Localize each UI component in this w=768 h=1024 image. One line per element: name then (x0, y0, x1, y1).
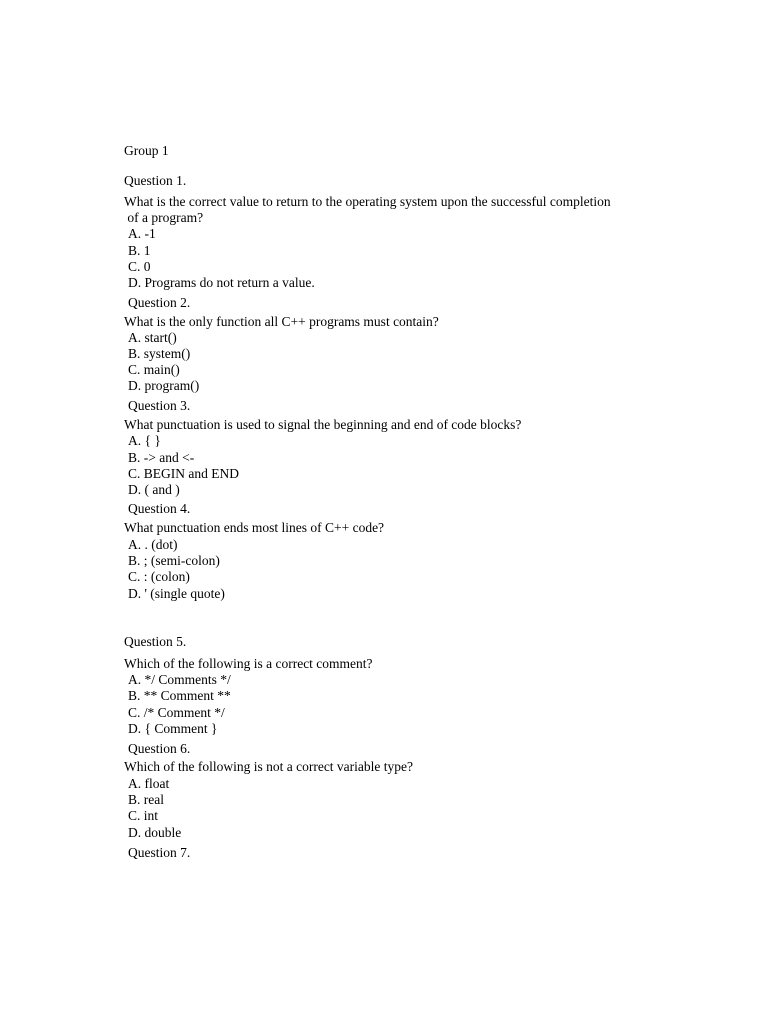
question-5-text: Which of the following is a correct comment? (124, 656, 373, 671)
question-1-option-b: B. 1 (128, 243, 151, 258)
question-2-label: Question 2. (128, 295, 191, 310)
question-1-text-line-2: of a program? (124, 210, 204, 225)
question-6-option-d: D. double (128, 825, 182, 840)
question-5-option-a: A. */ Comments */ (128, 672, 231, 687)
question-2-text: What is the only function all C++ programs must contain? (124, 314, 439, 329)
question-1-option-a: A. -1 (128, 226, 156, 241)
question-4-option-b: B. ; (semi-colon) (128, 553, 220, 568)
question-1-option-c: C. 0 (128, 259, 151, 274)
question-1-option-d: D. Programs do not return a value. (128, 275, 315, 290)
question-3-text: What punctuation is used to signal the beginning and end of code blocks? (124, 417, 522, 432)
question-4-option-c: C. : (colon) (128, 569, 190, 584)
question-4-text: What punctuation ends most lines of C++ code? (124, 520, 385, 535)
question-3-option-b: B. -> and <- (128, 450, 195, 465)
question-5-option-b: B. ** Comment ** (128, 688, 231, 703)
question-1-label: Question 1. (124, 173, 187, 188)
question-2-option-c: C. main() (128, 362, 180, 377)
question-3-option-a: A. { } (128, 433, 161, 448)
question-5-label: Question 5. (124, 634, 187, 649)
question-5-option-d: D. { Comment } (128, 721, 218, 736)
question-3-option-d: D. ( and ) (128, 482, 180, 497)
question-6-text: Which of the following is not a correct variable type? (124, 759, 414, 774)
question-2-option-d: D. program() (128, 378, 200, 393)
question-5-option-c: C. /* Comment */ (128, 705, 225, 720)
question-3-option-c: C. BEGIN and END (128, 466, 239, 481)
question-1-text-line-1: What is the correct value to return to the operating system upon the successful completion (124, 194, 611, 209)
question-2-option-b: B. system() (128, 346, 191, 361)
group-title: Group 1 (124, 143, 169, 158)
question-4-option-a: A. . (dot) (128, 537, 178, 552)
question-6-label: Question 6. (128, 741, 191, 756)
question-3-label: Question 3. (128, 398, 191, 413)
question-6-option-b: B. real (128, 792, 164, 807)
question-2-option-a: A. start() (128, 330, 177, 345)
question-7-label: Question 7. (128, 845, 191, 860)
question-4-option-d: D. ' (single quote) (128, 586, 225, 601)
question-4-label: Question 4. (128, 501, 191, 516)
question-6-option-a: A. float (128, 776, 170, 791)
question-6-option-c: C. int (128, 808, 159, 823)
